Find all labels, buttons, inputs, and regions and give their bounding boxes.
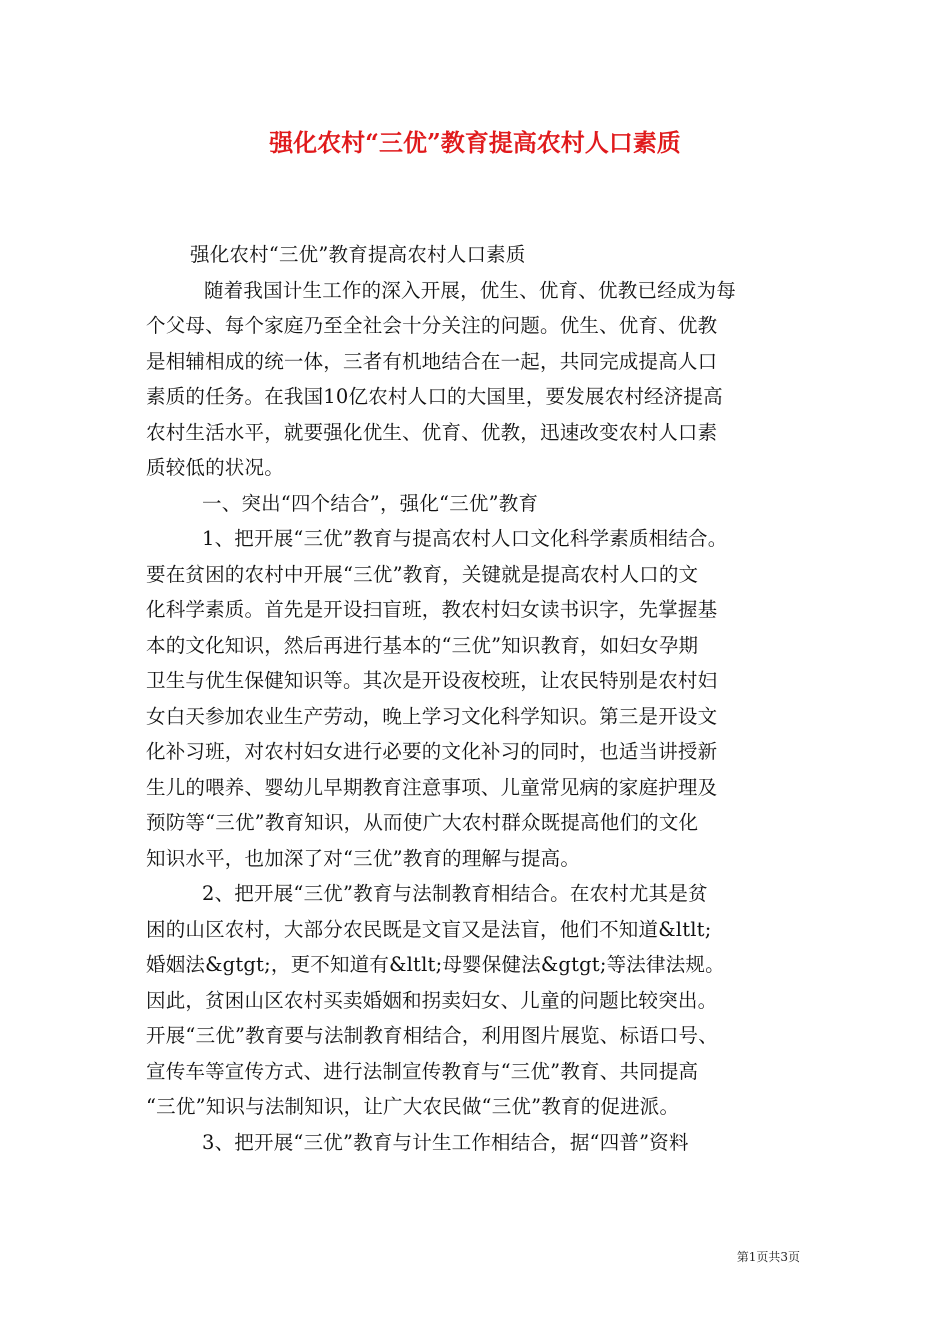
section-heading: 一、突出“四个结合”，强化“三优”教育 — [202, 491, 539, 515]
paragraph-line: 农村生活水平，就要强化优生、优育、优教，迅速改变农村人口素 — [146, 420, 718, 444]
paragraph-line: 卫生与优生保健知识等。其次是开设夜校班，让农民特别是农村妇 — [146, 669, 718, 692]
paragraph-line: 个父母、每个家庭乃至全社会十分关注的问题。优生、优育、优教 — [146, 314, 718, 337]
paragraph-line: 宣传车等宣传方式、进行法制宣传教育与“三优”教育、共同提高 — [146, 1059, 699, 1083]
paragraph-line: 1、把开展“三优”教育与提高农村人口文化科学素质相结合。 — [202, 527, 728, 550]
paragraph-line: 生儿的喂养、婴幼儿早期教育注意事项、儿童常见病的家庭护理及 — [146, 775, 718, 799]
paragraph-line: 化科学素质。首先是开设扫盲班，教农村妇女读书识字，先掌握基 — [146, 598, 718, 621]
paragraph-line: 质较低的状况。 — [146, 456, 284, 479]
paragraph-line: “三优”知识与法制知识，让广大农民做“三优”教育的促进派。 — [146, 1095, 680, 1118]
paragraph-line: 困的山区农村，大部分农民既是文盲又是法盲，他们不知道&ltlt; — [146, 917, 712, 941]
paragraph-line: 婚姻法&gtgt;，更不知道有&ltlt;母婴保健法&gtgt;等法律法规。 — [146, 953, 725, 976]
paragraph-line: 素质的任务。在我国10亿农村人口的大国里，要发展农村经济提高 — [146, 385, 723, 408]
paragraph-line: 预防等“三优”教育知识，从而使广大农村群众既提高他们的文化 — [146, 811, 699, 834]
page-number: 第1页共3页 — [736, 1250, 800, 1264]
paragraph-line: 因此，贫困山区农村买卖婚姻和拐卖妇女、儿童的问题比较突出。 — [146, 988, 718, 1012]
paragraph-line: 开展“三优”教育要与法制教育相结合，利用图片展览、标语口号、 — [146, 1024, 718, 1047]
paragraph-line: 要在贫困的农村中开展“三优”教育，关键就是提高农村人口的文 — [146, 562, 699, 586]
paragraph-line: 强化农村“三优”教育提高农村人口素质 — [190, 243, 526, 266]
document-title: 强化农村“三优”教育提高农村人口素质 — [269, 128, 681, 157]
paragraph-line: 3、把开展“三优”教育与计生工作相结合，据“四普”资料 — [202, 1130, 689, 1154]
paragraph-line: 知识水平，也加深了对“三优”教育的理解与提高。 — [146, 846, 581, 870]
document-body — [146, 237, 806, 1160]
paragraph-line: 本的文化知识，然后再进行基本的“三优”知识教育，如妇女孕期 — [146, 633, 699, 657]
paragraph-line: 女白天参加农业生产劳动，晚上学习文化科学知识。第三是开设文 — [146, 704, 718, 728]
paragraph-line: 是相辅相成的统一体，三者有机地结合在一起，共同完成提高人口 — [146, 349, 718, 373]
paragraph-line: 2、把开展“三优”教育与法制教育相结合。在农村尤其是贫 — [202, 882, 708, 905]
paragraph-line: 随着我国计生工作的深入开展，优生、优育、优教已经成为每 — [204, 278, 736, 302]
paragraph-line: 化补习班，对农村妇女进行必要的文化补习的同时，也适当讲授新 — [146, 740, 718, 763]
